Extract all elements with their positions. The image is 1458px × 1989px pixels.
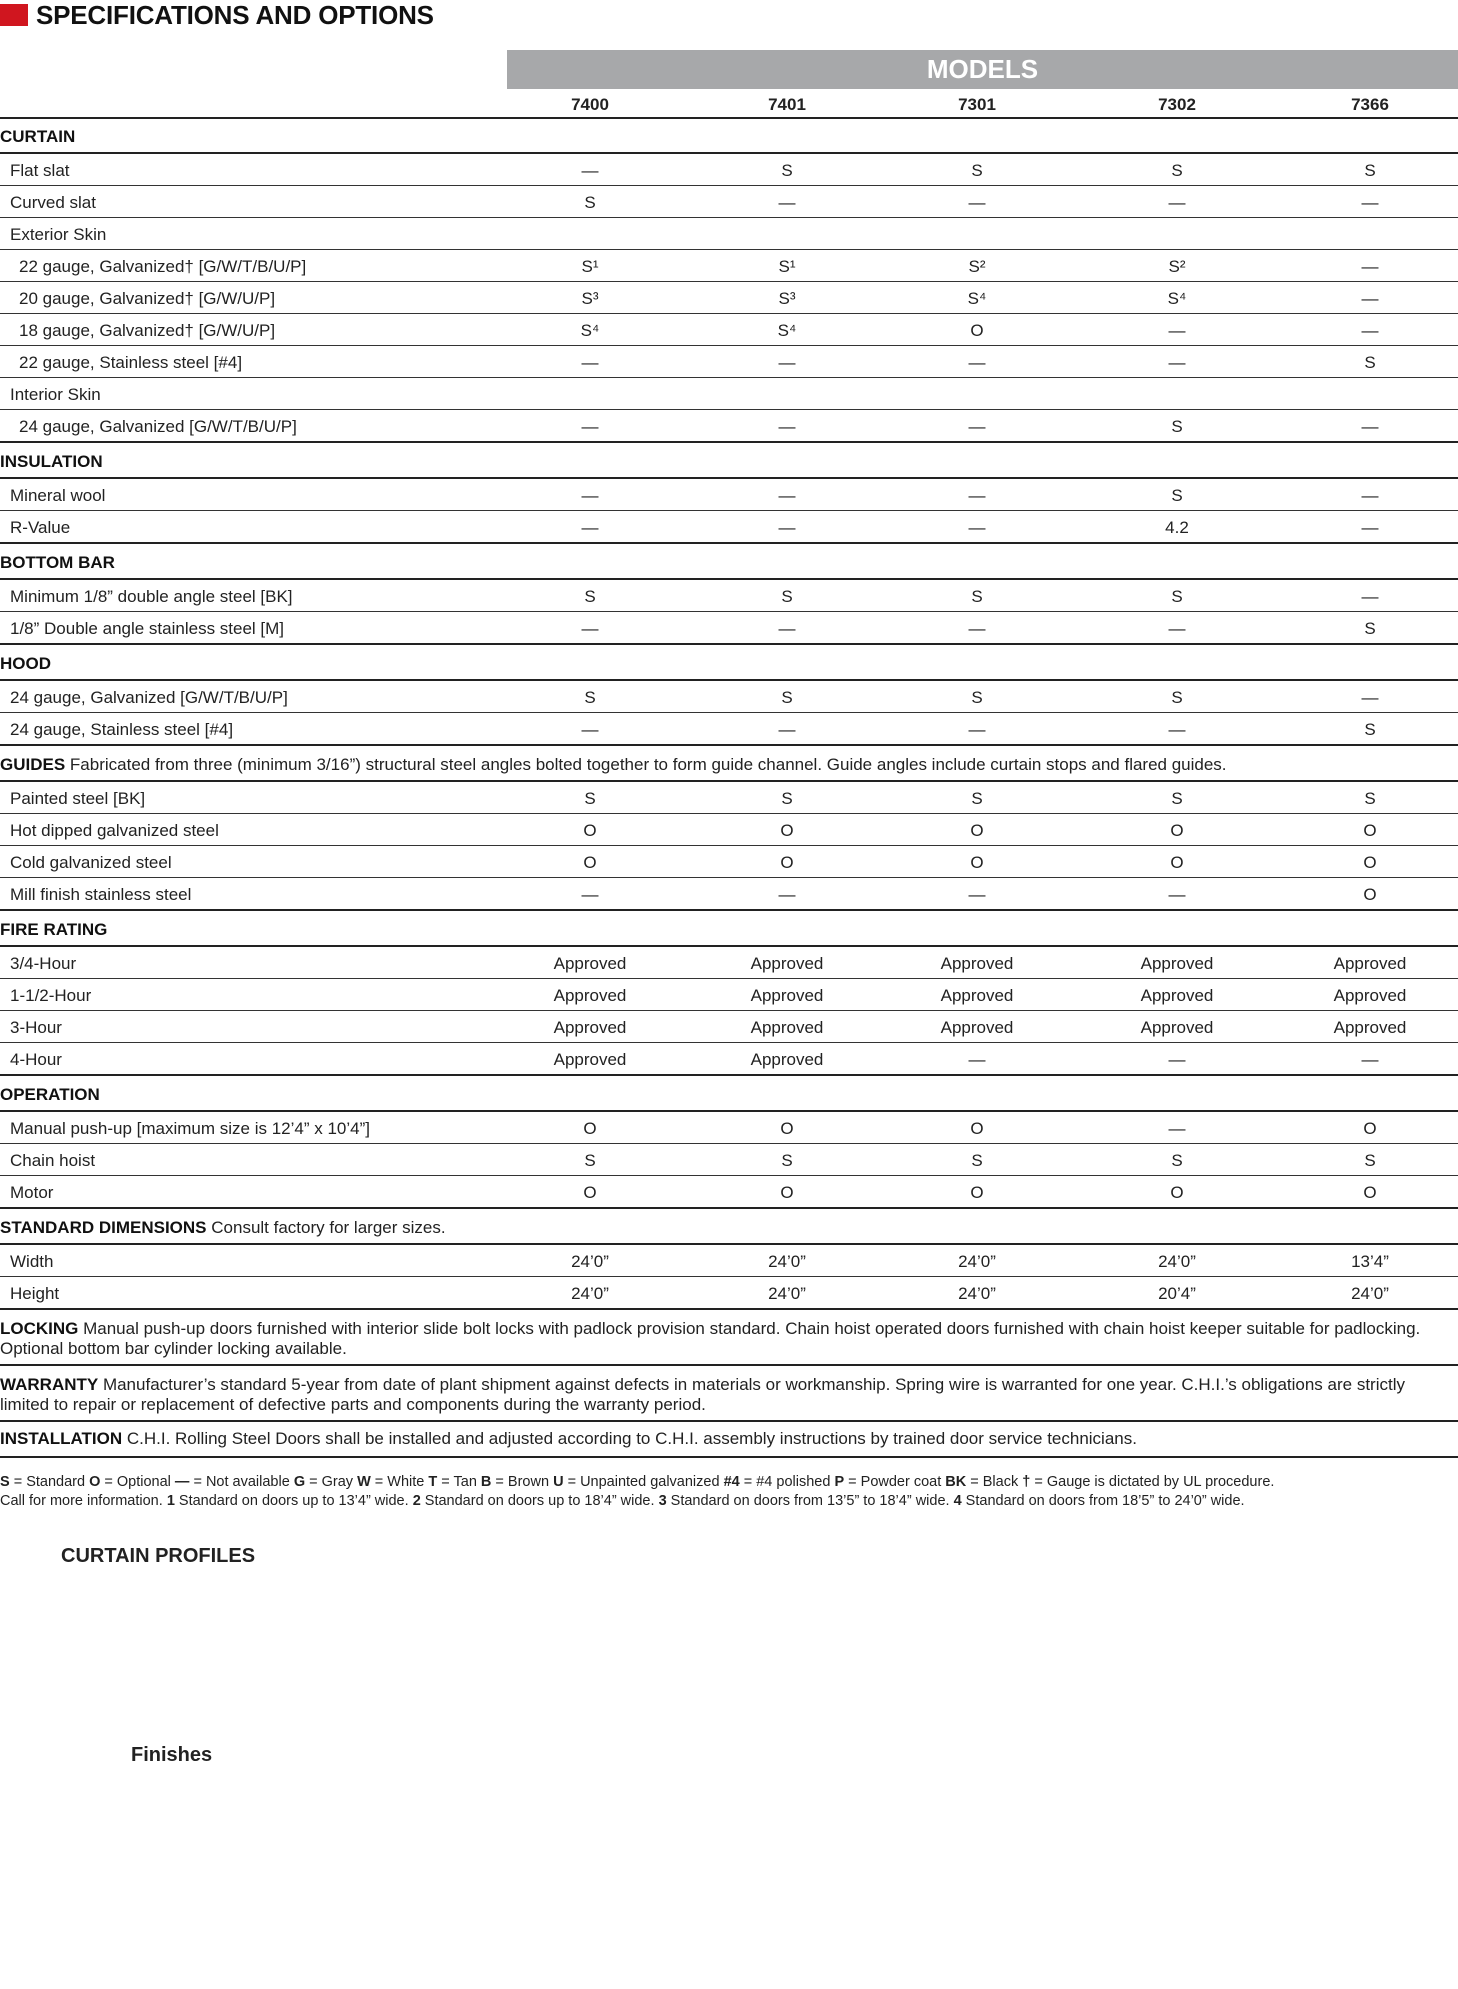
table-cell: — [581, 161, 599, 180]
table-cell: — [1168, 1050, 1186, 1069]
section-row [0, 1209, 1458, 1245]
table-cell: — [968, 619, 986, 638]
row-label: Height [10, 1284, 60, 1303]
table-cell: S¹ [778, 257, 796, 276]
row-label: Exterior Skin [10, 225, 107, 244]
legend-line-1 [0, 1473, 1458, 1492]
table-cell: Approved [750, 986, 824, 1005]
table-cell: O [780, 1183, 794, 1202]
row-label [0, 127, 75, 147]
table-cell: O [970, 1183, 984, 1202]
table-cell: S [1171, 417, 1183, 436]
table-cell: Approved [940, 1018, 1014, 1037]
table-cell: — [1168, 720, 1186, 739]
table-cell: O [780, 821, 794, 840]
row-label [0, 1429, 1137, 1449]
table-cell: O [1363, 853, 1377, 872]
table-cell: 20’4” [1158, 1284, 1196, 1303]
table-cell: Approved [940, 954, 1014, 973]
section-row [0, 1366, 1458, 1422]
table-cell: O [970, 853, 984, 872]
table-cell: — [581, 353, 599, 372]
table-row [0, 1176, 1458, 1209]
table-cell: 24’0” [571, 1252, 609, 1271]
spec-table [0, 118, 1458, 1458]
model-column-header: 7400 [571, 95, 609, 114]
table-cell: — [778, 720, 796, 739]
table-cell: — [778, 193, 796, 212]
table-cell: — [968, 417, 986, 436]
legend-line-2 [0, 1492, 1458, 1511]
table-row [0, 1245, 1458, 1277]
table-cell: — [1361, 193, 1379, 212]
table-cell: Approved [553, 1018, 627, 1037]
table-cell: — [778, 885, 796, 904]
table-cell: Approved [553, 1050, 627, 1069]
finishes-title: Finishes [131, 1744, 213, 1766]
table-cell: — [581, 518, 599, 537]
row-label: Chain hoist [10, 1151, 96, 1170]
table-row [0, 410, 1458, 443]
table-cell: S² [968, 257, 986, 276]
table-cell: — [1168, 353, 1186, 372]
row-label [0, 920, 107, 940]
subsection-row [0, 378, 1458, 410]
row-label: Cold galvanized steel [10, 853, 172, 872]
table-cell: 24’0” [768, 1252, 806, 1271]
legend-key: 4 [953, 1493, 962, 1509]
table-cell: Approved [750, 954, 824, 973]
table-cell: — [581, 619, 599, 638]
table-cell: S⁴ [580, 321, 600, 340]
table-cell: — [968, 486, 986, 505]
page-title: SPECIFICATIONS AND OPTIONS [36, 0, 434, 30]
legend-value: = Unpainted galvanized [563, 1474, 724, 1490]
legend-value: Standard on doors up to 18’4” wide. [420, 1493, 659, 1509]
table-cell: O [583, 853, 597, 872]
table-cell: S [971, 587, 983, 606]
row-label: 24 gauge, Stainless steel [#4] [10, 720, 234, 739]
table-cell: Approved [1333, 986, 1407, 1005]
legend-key: O [89, 1474, 101, 1490]
table-cell: O [1170, 1183, 1184, 1202]
row-label [0, 452, 103, 472]
table-cell: S [781, 688, 793, 707]
section-heading: STANDARD DIMENSIONS [0, 1218, 207, 1237]
table-cell: O [583, 1183, 597, 1202]
table-row [0, 479, 1458, 511]
table-row [0, 1277, 1458, 1310]
table-cell: S [1364, 720, 1376, 739]
row-label: 4-Hour [10, 1050, 62, 1069]
table-cell: 24’0” [958, 1284, 996, 1303]
section-description: Manufacturer’s standard 5-year from date of plant shipment against defects in materials or workmanship. Spring wire is warranted for one year. C.H.I.’s obligations are strictly limited to repair or replacement of defective parts and components during the warranty period. [0, 1375, 1405, 1414]
section-row [0, 645, 1458, 681]
table-cell: — [1361, 486, 1379, 505]
table-row [0, 846, 1458, 878]
table-cell: S [584, 1151, 596, 1170]
legend-key: — [174, 1474, 190, 1490]
legend-key: BK [945, 1474, 967, 1490]
table-cell: O [1363, 1119, 1377, 1138]
table-cell: S [1171, 1151, 1183, 1170]
table-row [0, 1043, 1458, 1076]
legend-value: = Gauge is dictated by UL procedure. [1030, 1474, 1275, 1490]
table-cell: — [968, 720, 986, 739]
subsection-row [0, 218, 1458, 250]
table-cell: — [581, 720, 599, 739]
table-cell: — [1361, 321, 1379, 340]
table-cell: O [1170, 853, 1184, 872]
row-label: 1/8” Double angle stainless steel [M] [10, 619, 285, 638]
table-cell: S [971, 789, 983, 808]
legend-value: Standard on doors up to 13’4” wide. [174, 1493, 413, 1509]
table-cell: — [968, 353, 986, 372]
table-row [0, 154, 1458, 186]
legend-value: Call for more information. [0, 1493, 167, 1509]
table-cell: — [1361, 257, 1379, 276]
row-label: 18 gauge, Galvanized† [G/W/U/P] [19, 321, 276, 340]
table-cell: — [968, 518, 986, 537]
table-row [0, 782, 1458, 814]
section-heading: INSTALLATION [0, 1429, 123, 1448]
row-label: Mineral wool [10, 486, 106, 505]
table-row [0, 814, 1458, 846]
row-label: Hot dipped galvanized steel [10, 821, 219, 840]
row-label: 22 gauge, Stainless steel [#4] [19, 353, 243, 372]
table-cell: O [1363, 821, 1377, 840]
table-cell: S¹ [581, 257, 599, 276]
row-label: 3-Hour [10, 1018, 62, 1037]
table-cell: 24’0” [958, 1252, 996, 1271]
section-description: Fabricated from three (minimum 3/16”) structural steel angles bolted together to form guide channel. Guide angles include curtain stops and flared guides. [65, 755, 1227, 774]
table-cell: — [778, 518, 796, 537]
row-label: Painted steel [BK] [10, 789, 146, 808]
legend-value: Standard on doors from 13’5” to 18’4” wide. [666, 1493, 954, 1509]
row-label [0, 755, 1227, 775]
table-cell: 24’0” [1158, 1252, 1196, 1271]
legend-value: Standard on doors from 18’5” to 24’0” wide. [961, 1493, 1245, 1509]
table-cell: Approved [1140, 986, 1214, 1005]
table-cell: — [1168, 619, 1186, 638]
table-cell: — [778, 353, 796, 372]
table-cell: O [1363, 885, 1377, 904]
table-cell: S [971, 161, 983, 180]
table-cell: Approved [1333, 1018, 1407, 1037]
table-cell: S [971, 1151, 983, 1170]
legend-key: U [553, 1474, 564, 1490]
model-column-header: 7401 [768, 95, 806, 114]
row-label: 3/4-Hour [10, 954, 77, 973]
row-label: Curved slat [10, 193, 96, 212]
table-cell: — [581, 885, 599, 904]
legend-value: = Brown [491, 1474, 554, 1490]
section-row [0, 1076, 1458, 1112]
table-row [0, 878, 1458, 911]
table-cell: Approved [553, 986, 627, 1005]
row-label: Minimum 1/8” double angle steel [BK] [10, 587, 293, 606]
table-cell: O [583, 1119, 597, 1138]
table-cell: — [778, 486, 796, 505]
table-cell: O [1170, 821, 1184, 840]
section-row [0, 544, 1458, 580]
page-header [0, 0, 434, 30]
section-heading: INSULATION [0, 452, 103, 471]
table-cell: O [970, 821, 984, 840]
table-cell: 4.2 [1165, 518, 1189, 537]
legend-key: B [480, 1474, 492, 1490]
table-cell: — [1361, 587, 1379, 606]
row-label: 20 gauge, Galvanized† [G/W/U/P] [19, 289, 276, 308]
row-label: Width [10, 1252, 54, 1271]
table-cell: — [1361, 417, 1379, 436]
section-description: Manual push-up doors furnished with interior slide bolt locks with padlock provision standard. Chain hoist operated doors furnished with chain hoist keeper suitable for padlocking. Optional bottom bar cylinder locking available. [0, 1319, 1421, 1358]
table-cell: Approved [1140, 1018, 1214, 1037]
row-label: 1-1/2-Hour [10, 986, 92, 1005]
table-cell: — [1168, 885, 1186, 904]
section-heading: GUIDES [0, 755, 66, 774]
table-cell: S [1364, 619, 1376, 638]
legend-value: = #4 polished [739, 1474, 835, 1490]
table-cell: O [780, 1119, 794, 1138]
legend-key: 1 [166, 1493, 175, 1509]
table-cell: S [971, 688, 983, 707]
table-cell: — [1361, 1050, 1379, 1069]
legend [0, 1473, 1458, 1511]
row-label: 22 gauge, Galvanized† [G/W/T/B/U/P] [19, 257, 307, 276]
legend-key: W [357, 1474, 371, 1490]
section-heading: BOTTOM BAR [0, 553, 115, 572]
table-cell: S [584, 789, 596, 808]
table-row [0, 314, 1458, 346]
table-cell: 13’4” [1351, 1252, 1389, 1271]
legend-key: † [1022, 1474, 1031, 1490]
table-cell: O [970, 1119, 984, 1138]
legend-value: = Black [966, 1474, 1023, 1490]
table-cell: — [1361, 518, 1379, 537]
legend-key: P [834, 1474, 845, 1490]
table-row [0, 511, 1458, 544]
table-cell: S [1364, 1151, 1376, 1170]
table-cell: — [1168, 193, 1186, 212]
model-column-header: 7366 [1351, 95, 1389, 114]
table-cell: Approved [750, 1050, 824, 1069]
row-label: R-Value [10, 518, 71, 537]
section-heading: OPERATION [0, 1085, 100, 1104]
legend-key: S [0, 1474, 10, 1490]
table-cell: S [1171, 486, 1183, 505]
section-row [0, 1310, 1458, 1366]
row-label [0, 1218, 446, 1238]
table-cell: S [781, 587, 793, 606]
table-cell: S [1171, 161, 1183, 180]
curtain-profiles-title: CURTAIN PROFILES [61, 1545, 256, 1567]
table-cell: S⁴ [777, 321, 797, 340]
legend-value: = Optional [100, 1474, 175, 1490]
section-description: Consult factory for larger sizes. [206, 1218, 446, 1237]
table-cell: Approved [553, 954, 627, 973]
section-row [0, 746, 1458, 782]
table-cell: 24’0” [768, 1284, 806, 1303]
table-cell: S [781, 161, 793, 180]
table-cell: — [581, 486, 599, 505]
legend-value: = Standard [9, 1474, 90, 1490]
table-row [0, 580, 1458, 612]
table-cell: — [1361, 289, 1379, 308]
section-heading: FIRE RATING [0, 920, 108, 939]
table-cell: O [1363, 1183, 1377, 1202]
legend-key: #4 [723, 1474, 740, 1490]
row-label [0, 1085, 100, 1105]
table-cell: O [780, 853, 794, 872]
section-description: C.H.I. Rolling Steel Doors shall be installed and adjusted according to C.H.I. assembly instructions by trained door service technicians. [122, 1429, 1137, 1448]
legend-key: 3 [658, 1493, 667, 1509]
table-row [0, 1112, 1458, 1144]
section-heading: WARRANTY [0, 1375, 99, 1394]
table-cell: — [1361, 688, 1379, 707]
table-cell: — [778, 417, 796, 436]
table-cell: Approved [750, 1018, 824, 1037]
table-row [0, 186, 1458, 218]
row-label [0, 1319, 1456, 1359]
table-cell: — [1168, 1119, 1186, 1138]
row-label [0, 654, 51, 674]
table-cell: — [1168, 321, 1186, 340]
table-cell: S [1364, 161, 1376, 180]
table-cell: Approved [1333, 954, 1407, 973]
row-label: Manual push-up [maximum size is 12’4” x 10’4”] [10, 1119, 370, 1138]
row-label: 24 gauge, Galvanized [G/W/T/B/U/P] [19, 417, 297, 436]
table-row [0, 979, 1458, 1011]
legend-value: = Not available [189, 1474, 294, 1490]
section-heading: LOCKING [0, 1319, 79, 1338]
table-cell: O [583, 821, 597, 840]
table-cell: S⁴ [967, 289, 987, 308]
table-cell: S⁴ [1167, 289, 1187, 308]
legend-value: = Powder coat [844, 1474, 946, 1490]
legend-key: T [428, 1474, 438, 1490]
table-cell: 24’0” [1351, 1284, 1389, 1303]
red-square-icon [0, 4, 28, 26]
table-cell: — [581, 417, 599, 436]
model-columns-row [0, 89, 1458, 119]
table-cell: — [968, 1050, 986, 1069]
table-row [0, 681, 1458, 713]
section-row [0, 1422, 1458, 1458]
table-cell: Approved [1140, 954, 1214, 973]
table-cell: S [1171, 688, 1183, 707]
table-cell: S³ [581, 289, 599, 308]
legend-key: 2 [412, 1493, 421, 1509]
table-row [0, 713, 1458, 746]
table-cell: S [781, 789, 793, 808]
table-cell: O [970, 321, 984, 340]
table-cell: 24’0” [571, 1284, 609, 1303]
model-column-header: 7302 [1158, 95, 1196, 114]
table-cell: — [778, 619, 796, 638]
row-label: Mill finish stainless steel [10, 885, 192, 904]
table-cell: S [1171, 587, 1183, 606]
section-heading: HOOD [0, 654, 51, 673]
table-cell: — [968, 193, 986, 212]
table-row [0, 612, 1458, 645]
table-cell: S² [1168, 257, 1186, 276]
table-row [0, 282, 1458, 314]
table-row [0, 250, 1458, 282]
section-row [0, 443, 1458, 479]
row-label: Motor [10, 1183, 54, 1202]
legend-key: G [293, 1474, 306, 1490]
row-label: Flat slat [10, 161, 70, 180]
row-label: Interior Skin [10, 385, 101, 404]
section-row [0, 118, 1458, 154]
table-cell: S [1171, 789, 1183, 808]
legend-value: = Gray [305, 1474, 358, 1490]
table-cell: — [968, 885, 986, 904]
model-column-header: 7301 [958, 95, 996, 114]
table-cell: S [781, 1151, 793, 1170]
table-cell: S [584, 688, 596, 707]
row-label [0, 553, 115, 573]
legend-value: = Tan [437, 1474, 481, 1490]
table-cell: S [1364, 789, 1376, 808]
table-cell: S³ [778, 289, 796, 308]
table-cell: S [1364, 353, 1376, 372]
table-row [0, 1011, 1458, 1043]
section-heading: CURTAIN [0, 127, 76, 146]
table-cell: Approved [940, 986, 1014, 1005]
table-row [0, 346, 1458, 378]
legend-value: = White [370, 1474, 429, 1490]
table-row [0, 947, 1458, 979]
row-label [0, 1375, 1456, 1415]
section-row [0, 911, 1458, 947]
models-header: MODELS [507, 50, 1458, 89]
table-cell: S [584, 587, 596, 606]
row-label: 24 gauge, Galvanized [G/W/T/B/U/P] [10, 688, 288, 707]
table-row [0, 1144, 1458, 1176]
table-cell: S [584, 193, 596, 212]
